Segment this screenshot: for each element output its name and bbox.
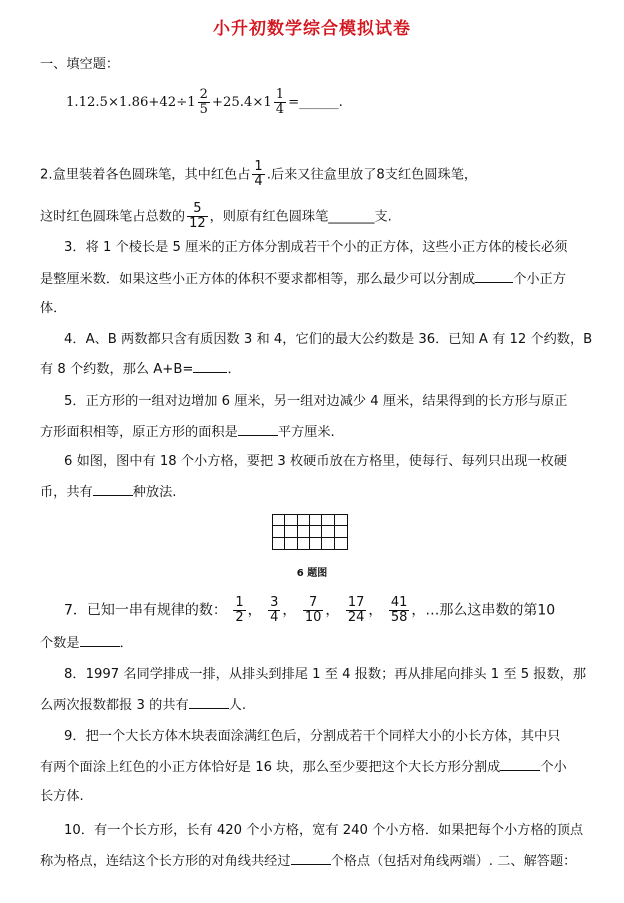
question-7-line-2: 个数是 ． (40, 636, 133, 651)
grid-cell (298, 538, 310, 549)
grid-cell (322, 515, 334, 526)
q2-fraction-1: $\frac{1}{4}$ (254, 159, 263, 189)
q7-fraction-3: $\frac{7}{10}$ (304, 595, 322, 625)
grid-cell (310, 538, 322, 549)
page-title: 小升初数学综合模拟试卷 (213, 19, 411, 39)
question-9-line-1: 9．把一个大长方体木块表面涂满红色后，分割成若干个同样大小的小长方体，其中只 (64, 729, 561, 744)
q2-fraction-2: $\frac{5}{12}$ (189, 201, 206, 231)
figure-caption: 6 题图 (296, 568, 328, 579)
grid-cell (310, 515, 322, 526)
question-9-line-3: 长方体. (40, 789, 84, 804)
grid-cell (285, 526, 297, 537)
q1-suffix: =______. (288, 95, 343, 110)
grid-cell (335, 515, 347, 526)
grid-cell (273, 515, 285, 526)
question-3-line-1: 3．将 1 个棱长是 5 厘米的正方体分割成若干个小的正方体，这些小正方体的棱长必须 (64, 240, 568, 255)
grid-cell (273, 538, 285, 549)
q7-fraction-5: $\frac{41}{58}$ (390, 595, 408, 625)
question-10-line-1: 10．有一个长方形，长有 420 个小方格，宽有 240 个小方格．如果把每个小方格的顶点 (64, 823, 584, 838)
grid-cell (322, 526, 334, 537)
question-4-line-2: 有 8 个约数，那么 A+B= ． (40, 362, 241, 377)
question-5-line-1: 5．正方形的一组对边增加 6 厘米，另一组对边减少 4 厘米，结果得到的长方形与原正 (64, 394, 568, 409)
q1-prefix: 1.12.5×1.86+42÷1 (66, 95, 196, 110)
grid-cell (310, 526, 322, 537)
question-2-line-1: 2.盒里装着各色圆珠笔，其中红色占 $\frac{1}{4}$ .后来又往盒里放了8支红色圆珠笔， (40, 159, 478, 189)
answer-blank-6 (93, 483, 133, 496)
question-2-line-2: 这时红色圆珠笔占总数的 $\frac{5}{12}$ ，则原有红色圆珠笔_______支. (40, 201, 392, 231)
question-8-line-1: 8．1997 名同学排成一排，从排头到排尾 1 至 4 报数；再从排尾向排头 1 至 5 报数，那 (64, 667, 587, 682)
grid-cell (322, 538, 334, 549)
answer-blank-7 (80, 634, 120, 647)
question-10-line-2: 称为格点，连结这个长方形的对角线共经过 个格点（包括对角线两端）. 二、解答题： (40, 854, 577, 869)
answer-blank-5 (238, 423, 278, 436)
grid-cell (298, 515, 310, 526)
grid-cell (335, 538, 347, 549)
question-6-line-2: 币，共有 种放法. (40, 485, 177, 500)
question-5-line-2: 方形面积相等，原正方形的面积是 平方厘米. (40, 425, 335, 440)
grid-cell (298, 526, 310, 537)
grid-cell (285, 538, 297, 549)
q1-fraction-1: $\frac{2}{5}$ (199, 87, 208, 117)
grid-cell (273, 526, 285, 537)
q1-middle: +25.4×1 (211, 95, 272, 110)
answer-blank-4 (193, 360, 227, 373)
question-3-line-2: 是整厘米数．如果这些小正方体的体积不要求都相等，那么最少可以分割成 个小正方 (40, 272, 566, 287)
q7-fraction-1: $\frac{1}{2}$ (235, 595, 244, 625)
q1-fraction-2: $\frac{1}{4}$ (275, 87, 285, 117)
grid-cell (285, 515, 297, 526)
six-by-three-grid-figure (272, 514, 348, 550)
answer-blank-3 (475, 270, 513, 283)
answer-blank-8 (189, 696, 229, 709)
grid-cell (335, 526, 347, 537)
question-1 (66, 88, 343, 117)
answer-blank-10 (291, 852, 331, 865)
question-9-line-2: 有两个面涂上红色的小正方体恰好是 16 块，那么至少要把这个大长方形分割成 个小 (40, 760, 567, 775)
question-6-line-1: 6 如图，图中有 18 个小方格，要把 3 枚硬币放在方格里，使每行、每列只出现一枚硬 (64, 454, 567, 469)
section-heading-fill-blank: 一、填空题： (40, 57, 120, 72)
q7-fraction-4: $\frac{17}{24}$ (347, 595, 365, 625)
question-7-line-1: 7．已知一串有规律的数： $\frac{1}{2}$ ， $\frac{3}{4}$ ， $\frac{7}{10}$ ， $\frac{17}{24}$ ， $\frac{41}{58}$ ，…那么这串数的第10 (64, 595, 556, 625)
answer-blank-9 (500, 758, 540, 771)
question-8-line-2: 么两次报数都报 3 的共有 人. (40, 698, 247, 713)
question-3-line-3: 体． (40, 301, 67, 316)
question-4-line-1: 4．A、B 两数都只含有质因数 3 和 4，它们的最大公约数是 36．已知 A 有 12 个约数，B (64, 332, 593, 347)
q7-fraction-2: $\frac{3}{4}$ (270, 595, 279, 625)
